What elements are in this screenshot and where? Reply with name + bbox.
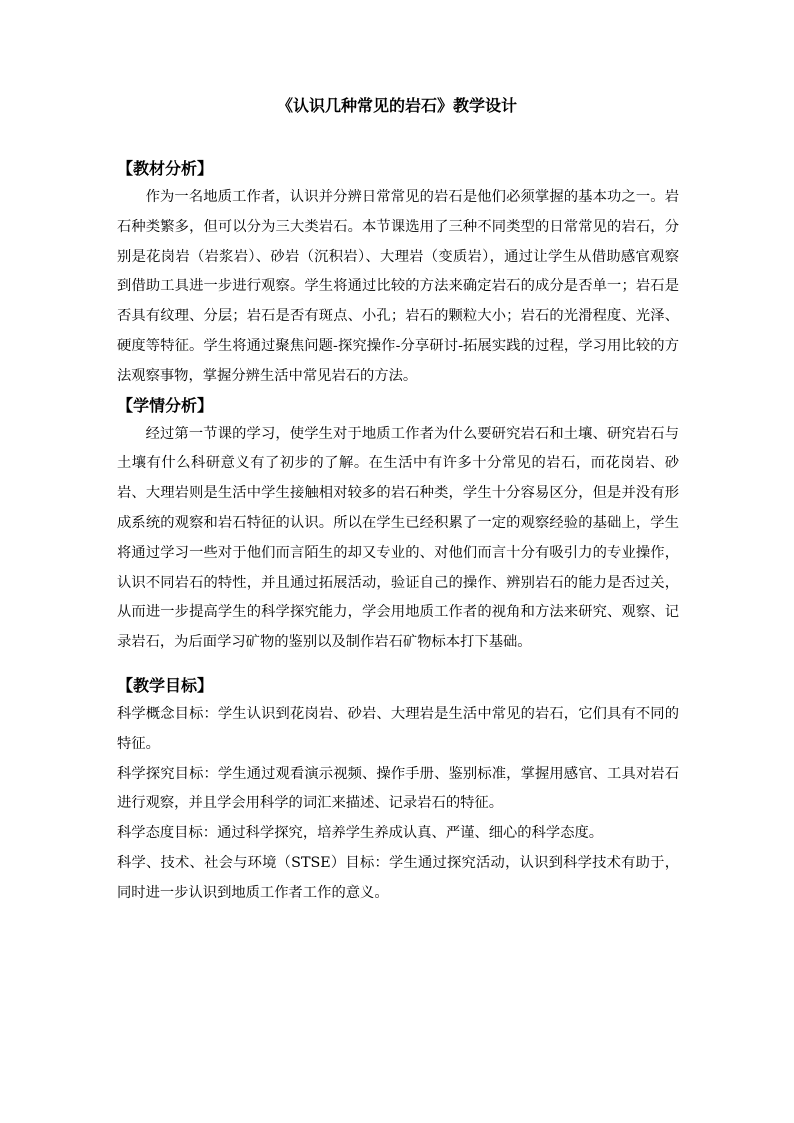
section-heading-textbook-analysis: 【教材分析】 bbox=[117, 159, 214, 178]
paragraph-textbook-analysis: 作为一名地质工作者，认识并分辨日常常见的岩石是他们必须掌握的基本功之一。岩石种类繁多，但可以分为三大类岩石。本节课选用了三种不同类型的日常常见的岩石，分别是花岗岩（岩浆岩）、砂岩（沉积岩）、大理岩（变质岩），通过让学生从借助感官观察到借助工具进一步进行观察。学生将通过比较的方法来确定岩石的成分是否单一；岩石是否具有纹理、分层；岩石是否有斑点、小孔；岩石的颗粒大小；岩石的光滑程度、光泽、硬度等特征。学生将通过聚焦问题-探究操作-分享研讨-拓展实践的过程，学习用比较的方法观察事物，掌握分辨生活中常见岩石的方法。 bbox=[117, 189, 679, 384]
objective-science-attitude: 科学态度目标：通过科学探究，培养学生养成认真、严谨、细心的科学态度。 bbox=[117, 825, 604, 842]
section-teaching-objectives bbox=[117, 672, 679, 909]
document-title: 《认识几种常见的岩石》教学设计 bbox=[276, 96, 517, 115]
section-heading-teaching-objectives: 【教学目标】 bbox=[117, 675, 214, 695]
objective-science-inquiry: 科学探究目标：学生通过观看演示视频、操作手册、鉴别标准，掌握用感官、工具对岩石进行观察，并且学会用科学的词汇来描述、记录岩石的特征。 bbox=[117, 765, 679, 812]
objective-science-concept: 科学概念目标：学生认识到花岗岩、砂岩、大理岩是生活中常见的岩石，它们具有不同的特征。 bbox=[117, 705, 679, 752]
objective-stse: 科学、技术、社会与环境（STSE）目标：学生通过探究活动，认识到科学技术有助于，同时进一步认识到地质工作者工作的意义。 bbox=[117, 854, 679, 901]
section-textbook-analysis bbox=[117, 155, 679, 392]
section-learner-analysis bbox=[117, 392, 679, 658]
section-heading-learner-analysis: 【学情分析】 bbox=[117, 395, 214, 415]
document-body bbox=[117, 155, 679, 909]
paragraph-learner-analysis: 经过第一节课的学习，使学生对于地质工作者为什么要研究岩石和土壤、研究岩石与土壤有什么科研意义有了初步的了解。在生活中有许多十分常见的岩石，而花岗岩、砂岩、大理岩则是生活中学生接触相对较多的岩石种类，学生十分容易区分，但是并没有形成系统的观察和岩石特征的认识。所以在学生已经积累了一定的观察经验的基础上，学生将通过学习一些对于他们而言陌生的却又专业的、对他们而言十分有吸引力的专业操作，认识不同岩石的特性，并且通过拓展活动，验证自己的操作、辨别岩石的能力是否过关，从而进一步提高学生的科学探究能力，学会用地质工作者的视角和方法来研究、观察、记录岩石，为后面学习矿物的鉴别以及制作岩石矿物标本打下基础。 bbox=[117, 425, 679, 651]
section-spacer bbox=[117, 658, 679, 672]
